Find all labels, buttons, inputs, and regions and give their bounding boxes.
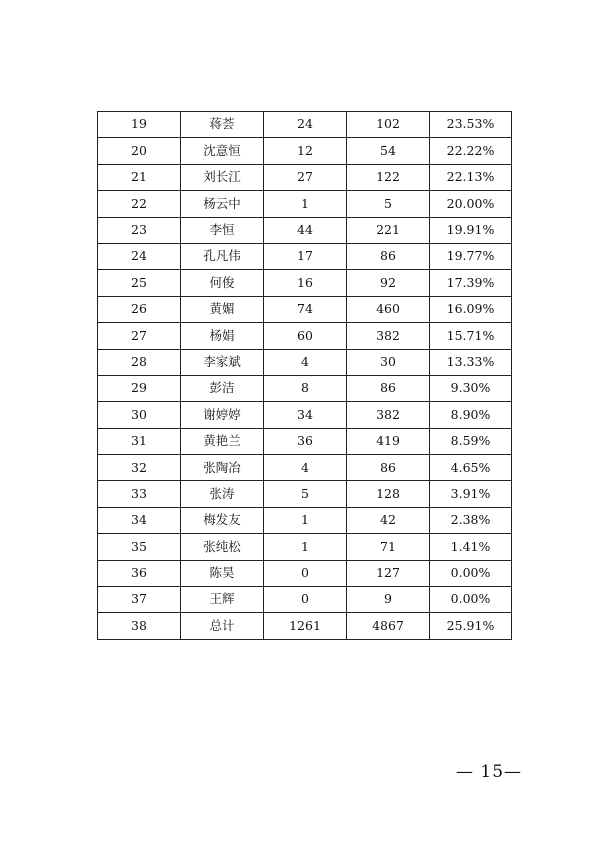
row-index-cell: 19: [98, 112, 181, 138]
table-row: [98, 296, 512, 322]
table-row: [98, 349, 512, 375]
table-row: [98, 428, 512, 454]
rate-cell: 17.39%: [430, 270, 512, 296]
count-cell: 27: [264, 164, 347, 190]
row-index-cell: 22: [98, 191, 181, 217]
table-row: [98, 270, 512, 296]
row-index-cell: 25: [98, 270, 181, 296]
count-cell: 0: [264, 587, 347, 613]
table-row: [98, 507, 512, 533]
table-row: [98, 402, 512, 428]
total-cell: 5: [347, 191, 430, 217]
total-cell: 86: [347, 243, 430, 269]
rate-cell: 19.91%: [430, 217, 512, 243]
rate-cell: 3.91%: [430, 481, 512, 507]
count-cell: 0: [264, 560, 347, 586]
total-cell: 460: [347, 296, 430, 322]
name-cell: 何俊: [181, 270, 264, 296]
total-cell: 9: [347, 587, 430, 613]
name-cell: 黄媚: [181, 296, 264, 322]
data-table: [97, 111, 512, 640]
table-row: [98, 323, 512, 349]
name-cell: 彭洁: [181, 375, 264, 401]
row-index-cell: 23: [98, 217, 181, 243]
row-index-cell: 34: [98, 507, 181, 533]
rate-cell: 13.33%: [430, 349, 512, 375]
table-row: [98, 481, 512, 507]
row-index-cell: 31: [98, 428, 181, 454]
name-cell: 李恒: [181, 217, 264, 243]
name-cell: 黄艳兰: [181, 428, 264, 454]
row-index-cell: 36: [98, 560, 181, 586]
total-cell: 86: [347, 455, 430, 481]
name-cell: 杨娟: [181, 323, 264, 349]
name-cell: 张涛: [181, 481, 264, 507]
rate-cell: 9.30%: [430, 375, 512, 401]
rate-cell: 16.09%: [430, 296, 512, 322]
name-cell: 李家斌: [181, 349, 264, 375]
row-index-cell: 35: [98, 534, 181, 560]
name-cell: 陈昊: [181, 560, 264, 586]
table-body: [98, 112, 512, 640]
count-cell: 1: [264, 191, 347, 217]
name-cell: 杨云中: [181, 191, 264, 217]
row-index-cell: 20: [98, 138, 181, 164]
count-cell: 12: [264, 138, 347, 164]
count-cell: 8: [264, 375, 347, 401]
count-cell: 5: [264, 481, 347, 507]
count-cell: 17: [264, 243, 347, 269]
name-cell: 孔凡伟: [181, 243, 264, 269]
total-cell: 42: [347, 507, 430, 533]
count-cell: 16: [264, 270, 347, 296]
total-cell: 122: [347, 164, 430, 190]
total-cell: 54: [347, 138, 430, 164]
row-index-cell: 21: [98, 164, 181, 190]
count-cell: 1261: [264, 613, 347, 639]
rate-cell: 19.77%: [430, 243, 512, 269]
table-row: [98, 217, 512, 243]
page-number: — 15—: [456, 762, 523, 782]
table-row: [98, 587, 512, 613]
rate-cell: 23.53%: [430, 112, 512, 138]
name-cell: 蒋荟: [181, 112, 264, 138]
rate-cell: 8.90%: [430, 402, 512, 428]
name-cell: 刘长江: [181, 164, 264, 190]
rate-cell: 20.00%: [430, 191, 512, 217]
row-index-cell: 37: [98, 587, 181, 613]
table-row: [98, 191, 512, 217]
row-index-cell: 30: [98, 402, 181, 428]
total-cell: 30: [347, 349, 430, 375]
name-cell: 张纯松: [181, 534, 264, 560]
total-cell: 221: [347, 217, 430, 243]
table-row: [98, 138, 512, 164]
rate-cell: 8.59%: [430, 428, 512, 454]
rate-cell: 22.13%: [430, 164, 512, 190]
count-cell: 44: [264, 217, 347, 243]
count-cell: 74: [264, 296, 347, 322]
name-cell: 总计: [181, 613, 264, 639]
table-row: [98, 534, 512, 560]
table-row: [98, 243, 512, 269]
count-cell: 36: [264, 428, 347, 454]
rate-cell: 22.22%: [430, 138, 512, 164]
count-cell: 1: [264, 534, 347, 560]
total-cell: 92: [347, 270, 430, 296]
name-cell: 张陶冶: [181, 455, 264, 481]
name-cell: 谢婷婷: [181, 402, 264, 428]
total-cell: 71: [347, 534, 430, 560]
table-row: [98, 613, 512, 639]
rate-cell: 2.38%: [430, 507, 512, 533]
total-cell: 382: [347, 323, 430, 349]
table-row: [98, 164, 512, 190]
count-cell: 1: [264, 507, 347, 533]
total-cell: 419: [347, 428, 430, 454]
rate-cell: 0.00%: [430, 587, 512, 613]
total-cell: 128: [347, 481, 430, 507]
row-index-cell: 29: [98, 375, 181, 401]
row-index-cell: 24: [98, 243, 181, 269]
row-index-cell: 26: [98, 296, 181, 322]
rate-cell: 4.65%: [430, 455, 512, 481]
total-cell: 127: [347, 560, 430, 586]
table-row: [98, 375, 512, 401]
count-cell: 60: [264, 323, 347, 349]
total-cell: 102: [347, 112, 430, 138]
count-cell: 4: [264, 455, 347, 481]
total-cell: 382: [347, 402, 430, 428]
row-index-cell: 32: [98, 455, 181, 481]
row-index-cell: 28: [98, 349, 181, 375]
total-cell: 86: [347, 375, 430, 401]
row-index-cell: 38: [98, 613, 181, 639]
table-row: [98, 112, 512, 138]
name-cell: 沈意恒: [181, 138, 264, 164]
name-cell: 王辉: [181, 587, 264, 613]
row-index-cell: 27: [98, 323, 181, 349]
rate-cell: 1.41%: [430, 534, 512, 560]
name-cell: 梅发友: [181, 507, 264, 533]
row-index-cell: 33: [98, 481, 181, 507]
count-cell: 34: [264, 402, 347, 428]
count-cell: 24: [264, 112, 347, 138]
count-cell: 4: [264, 349, 347, 375]
total-cell: 4867: [347, 613, 430, 639]
table-row: [98, 455, 512, 481]
rate-cell: 15.71%: [430, 323, 512, 349]
rate-cell: 0.00%: [430, 560, 512, 586]
rate-cell: 25.91%: [430, 613, 512, 639]
table-row: [98, 560, 512, 586]
